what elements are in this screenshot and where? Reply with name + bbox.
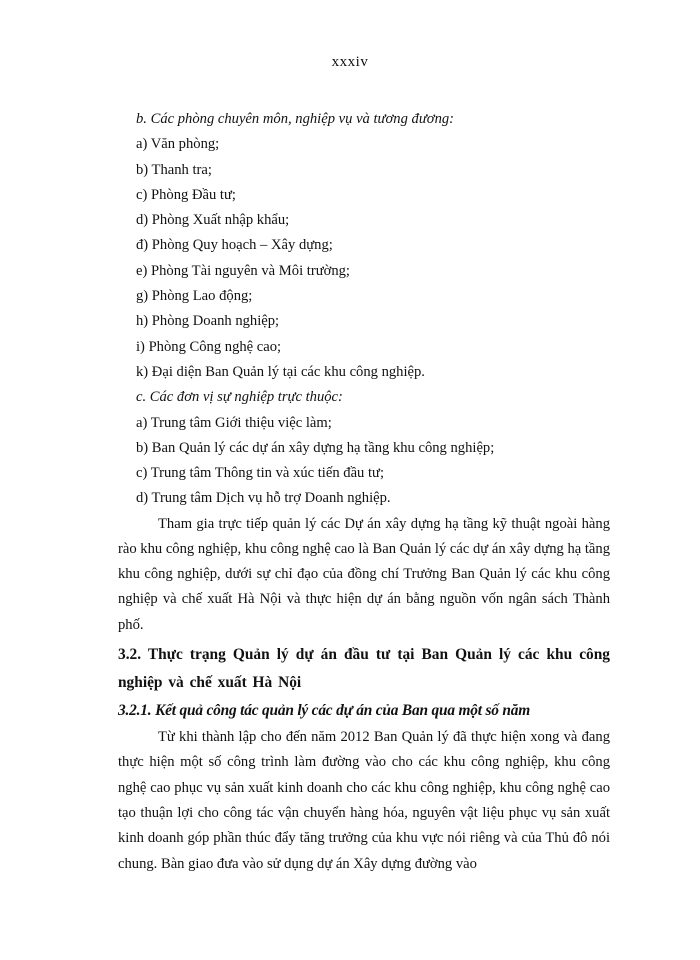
page-number: xxxiv (331, 54, 369, 70)
list-item: h) Phòng Doanh nghiệp; (136, 313, 280, 330)
paragraph-1: Tham gia trực tiếp quản lý các Dự án xây dựng hạ tầng kỹ thuật ngoài hàng rào khu công nghiệp, khu công nghệ cao là Ban Quản lý các dự án xây dựng hạ tầng khu công nghiệp, dưới sự chỉ đạo của đồng chí Trưởng Ban Quản lý các khu công nghiệp và chế xuất Hà Nội và thực hiện dự án bằng nguồn vốn ngân sách Thành phố. (118, 515, 610, 633)
list-item: b) Thanh tra; (136, 161, 212, 178)
list-item: d) Phòng Xuất nhập khẩu; (136, 212, 290, 229)
list-item: b) Ban Quản lý các dự án xây dựng hạ tầng khu công nghiệp; (136, 439, 495, 456)
list-item: e) Phòng Tài nguyên và Môi trường; (136, 262, 350, 279)
heading-section-3-2-1: 3.2.1. Kết quả công tác quản lý các dự án của Ban qua một số năm (118, 701, 531, 719)
paragraph-2: Từ khi thành lập cho đến năm 2012 Ban Quản lý đã thực hiện xong và đang thực hiện một số công trình làm đường vào cho các khu công nghiệp, khu công nghệ cao phục vụ sản xuất kinh doanh cho các khu công nghiệp, khu công nghệ cao tạo thuận lợi cho công tác vận chuyển hàng hóa, nguyên vật liệu phục vụ sản xuất kinh doanh góp phần thúc đẩy tăng trưởng của khu vực nói riêng và của Thủ đô nói chung. Bàn giao đưa vào sử dụng dự án Xây dựng đường vào (118, 728, 610, 872)
list-item: d) Trung tâm Dịch vụ hỗ trợ Doanh nghiệp. (136, 490, 391, 507)
list-item: c) Trung tâm Thông tin và xúc tiến đầu tư; (136, 465, 385, 482)
heading-section-3-2: 3.2. Thực trạng Quản lý dự án đầu tư tại Ban Quản lý các khu công nghiệp và chế xuất Hà Nội (118, 645, 610, 691)
page-content (118, 107, 610, 877)
section-c-title: c. Các đơn vị sự nghiệp trực thuộc: (136, 389, 343, 406)
list-item: i) Phòng Công nghệ cao; (136, 338, 282, 355)
section-b-list (118, 107, 610, 512)
list-item: a) Trung tâm Giới thiệu việc làm; (136, 414, 332, 431)
list-item: g) Phòng Lao động; (136, 288, 253, 305)
section-b-title: b. Các phòng chuyên môn, nghiệp vụ và tương đương: (136, 111, 455, 127)
list-item: c) Phòng Đầu tư; (136, 186, 236, 203)
list-item: đ) Phòng Quy hoạch – Xây dựng; (136, 237, 333, 254)
list-item: k) Đại diện Ban Quản lý tại các khu công nghiệp. (136, 363, 425, 380)
list-item: a) Văn phòng; (136, 136, 220, 153)
